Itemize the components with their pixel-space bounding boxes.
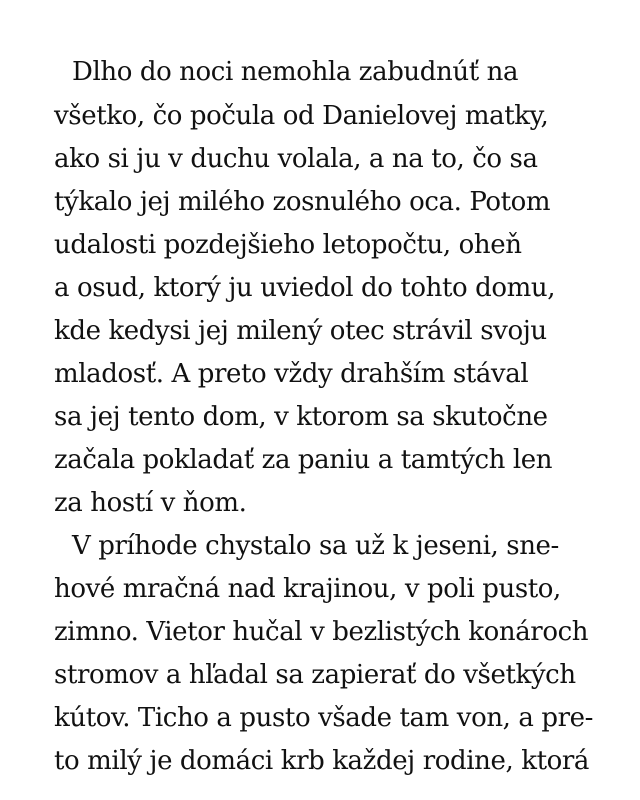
text-line-17: to milý je domáci krb každej rodine, ktorá — [54, 746, 590, 776]
text-line-12: V príhode chystalo sa už k jeseni, sne- — [72, 531, 559, 561]
text-line-13: hové mračná nad krajinou, v poli pusto, — [54, 574, 561, 604]
text-line-15: stromov a hľadal sa zapierať do všetkých — [54, 660, 576, 690]
text-line-10: začala pokladať za paniu a tamtých len — [54, 445, 553, 475]
text-line-4: týkalo jej milého zosnulého oca. Potom — [54, 187, 551, 217]
text-line-8: mladosť. A preto vždy drahším stával — [54, 359, 529, 389]
text-line-3: ako si ju v duchu volala, a na to, čo sa — [54, 144, 538, 174]
text-line-11: za hostí v ňom. — [54, 488, 247, 518]
text-line-6: a osud, ktorý ju uviedol do tohto domu, — [54, 273, 556, 303]
text-line-2: všetko, čo počula od Danielovej matky, — [54, 101, 549, 131]
text-line-1: Dlho do noci nemohla zabudnúť na — [72, 57, 519, 87]
text-line-5: udalosti pozdejšieho letopočtu, oheň — [54, 230, 522, 260]
text-line-9: sa jej tento dom, v ktorom sa skutočne — [54, 402, 548, 432]
text-line-14: zimno. Vietor hučal v bezlistých konároch — [54, 617, 589, 647]
text-line-16: kútov. Ticho a pusto všade tam von, a pre- — [54, 703, 594, 733]
text-line-7: kde kedysi jej milený otec strávil svoju — [54, 316, 547, 346]
